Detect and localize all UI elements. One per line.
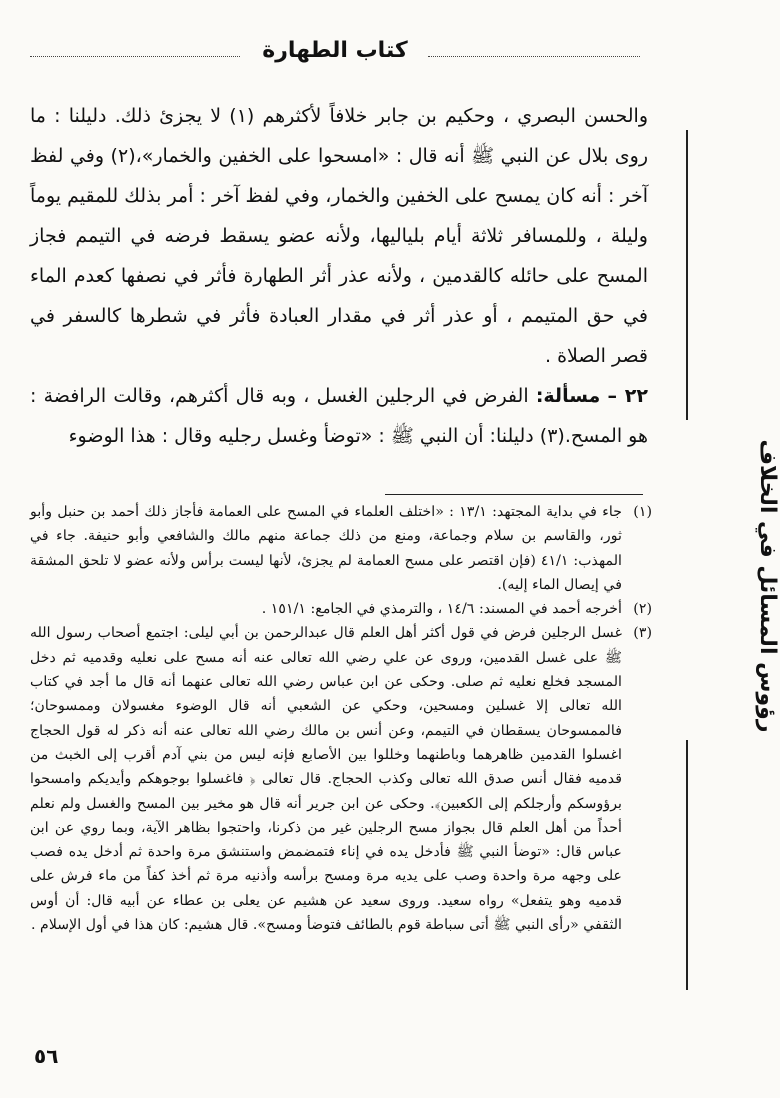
footnote-item [30,597,652,621]
footnote-text: جاء في بداية المجتهد: ١٣/١ : «اختلف العلماء في المسح على العمامة فأجاز ذلك أحمد بن حنبل وأبو ثور، والقاسم بن سلام وجماعة، ومنع من ذلك جماعة منهم مالك والشافعي وأبو حنيفة. جاء في المهذب: ٤١/١ (فإن اقتصر على مسح العمامة لم يجزئ، لأنها ليست برأس ولأنه عضو لا تلحق المشقة في إيصال الماء إليه). [30,504,622,593]
header-rule-left [30,56,240,57]
page-number: ٥٦ [34,1044,59,1068]
header-rule-right [428,56,640,57]
footnote-item [30,500,652,597]
main-text [30,96,648,456]
footnote-number: (٣) [633,625,652,642]
masala-paragraph [30,376,648,456]
masala-text: الفرض في الرجلين الغسل ، وبه قال أكثرهم، وقالت الرافضة : هو المسح.(٣) دليلنا: أن النبي ﷺ : «توضأ وغسل رجليه وقال : هذا الوضوء [30,385,648,447]
chapter-title: كتاب الطهارة [262,38,408,63]
masala-number: ٢٢ – [607,385,648,407]
footnote-separator [385,494,643,495]
footnote-item [30,621,652,937]
footnote-text: أخرجه أحمد في المسند: ١٤/٦ ، والترمذي في الجامع: ١٥١/١ . [261,601,622,618]
footnote-text: غسل الرجلين فرض في قول أكثر أهل العلم قال عبدالرحمن بن أبي ليلى: اجتمع أصحاب رسول الله ﷺ على غسل القدمين، وروى عن علي رضي الله تعالى عنه أنه مسح على نعليه وقدميه ثم دخل المسجد فخلع نعليه ثم صلى. وحكى عن ابن عباس رضي الله تعالى عنهما أنه قال ما أجد في كتاب الله تعالى إلا غسلين ومسحين، وحكي عن الشعبي أنه قال الوضوء مغسولان وممسوحان؛ فالممسوحان يسقطان في التيمم، وعن أنس بن مالك رضي الله تعالى عنه أنه ذكر له قول الحجاج اغسلوا القدمين ظاهرهما وباطنهما وخللوا بين الأصابع فإنه ليس من بني آدم أقرب إلى الخبث من قدميه فقال أنس صدق الله تعالى وكذب الحجاج. قال تعالى ﴿ فاغسلوا بوجوهكم وأيديكم وامسحوا برؤوسكم وأرجلكم إلى الكعبين﴾. وحكى عن ابن جرير أنه قال هو مخير بين المسح والغسل ولم نعلم أحداً من أهل العلم قال بجواز مسح الرجلين غير من ذكرنا، واحتجوا بظاهر الآية، وبما روي عن ابن عباس قال: «توضأ النبي ﷺ فأدخل يده في إناء فتمضمض واستنشق مرة واحدة ثم أدخل يده فصب على وجهه مرة واحدة وصب على يديه مرة ومسح برأسه وأذنيه مرة ثم أخذ كفاً من ماء فرش على قدميه وهو يتفعل» رواه سعيد. وروى سعيد عن هشيم عن يعلى بن عطاء عن أبيه قال: أن أوس الثقفي «رأى النبي ﷺ أتى سباطة قوم بالطائف فتوضأ ومسح». قال هشيم: كان هذا في أول الإسلام . [30,625,622,934]
side-rule-top [686,130,688,420]
footnote-number: (١) [633,504,652,520]
book-side-title: رؤوس المسائل في الخلاف [755,439,780,733]
side-rule-bottom [686,740,688,990]
masala-label: مسألة: [535,385,601,407]
running-header [30,38,640,72]
footnote-number: (٢) [633,601,652,618]
footnotes [30,500,652,937]
main-paragraph: والحسن البصري ، وحكيم بن جابر خلافاً لأكثرهم (١) لا يجزئ ذلك. دليلنا : ما روى بلال عن النبي ﷺ أنه قال : «امسحوا على الخفين والخمار»،(٢) وفي لفظ آخر : أنه كان يمسح على الخفين والخمار، وفي لفظ آخر : أمر بذلك للمقيم يوماً وليلة ، وللمسافر ثلاثة أيام بلياليها، ولأنه عضو يسقط فرضه في التيمم فجاز المسح على حائله كالقدمين ، ولأنه عذر أثر الطهارة فأثر في نصفها كعدم الماء في حق المتيمم ، أو عذر أثر في مقدار العبادة فأثر في شطرها كالسفر في قصر الصلاة . [30,105,649,367]
